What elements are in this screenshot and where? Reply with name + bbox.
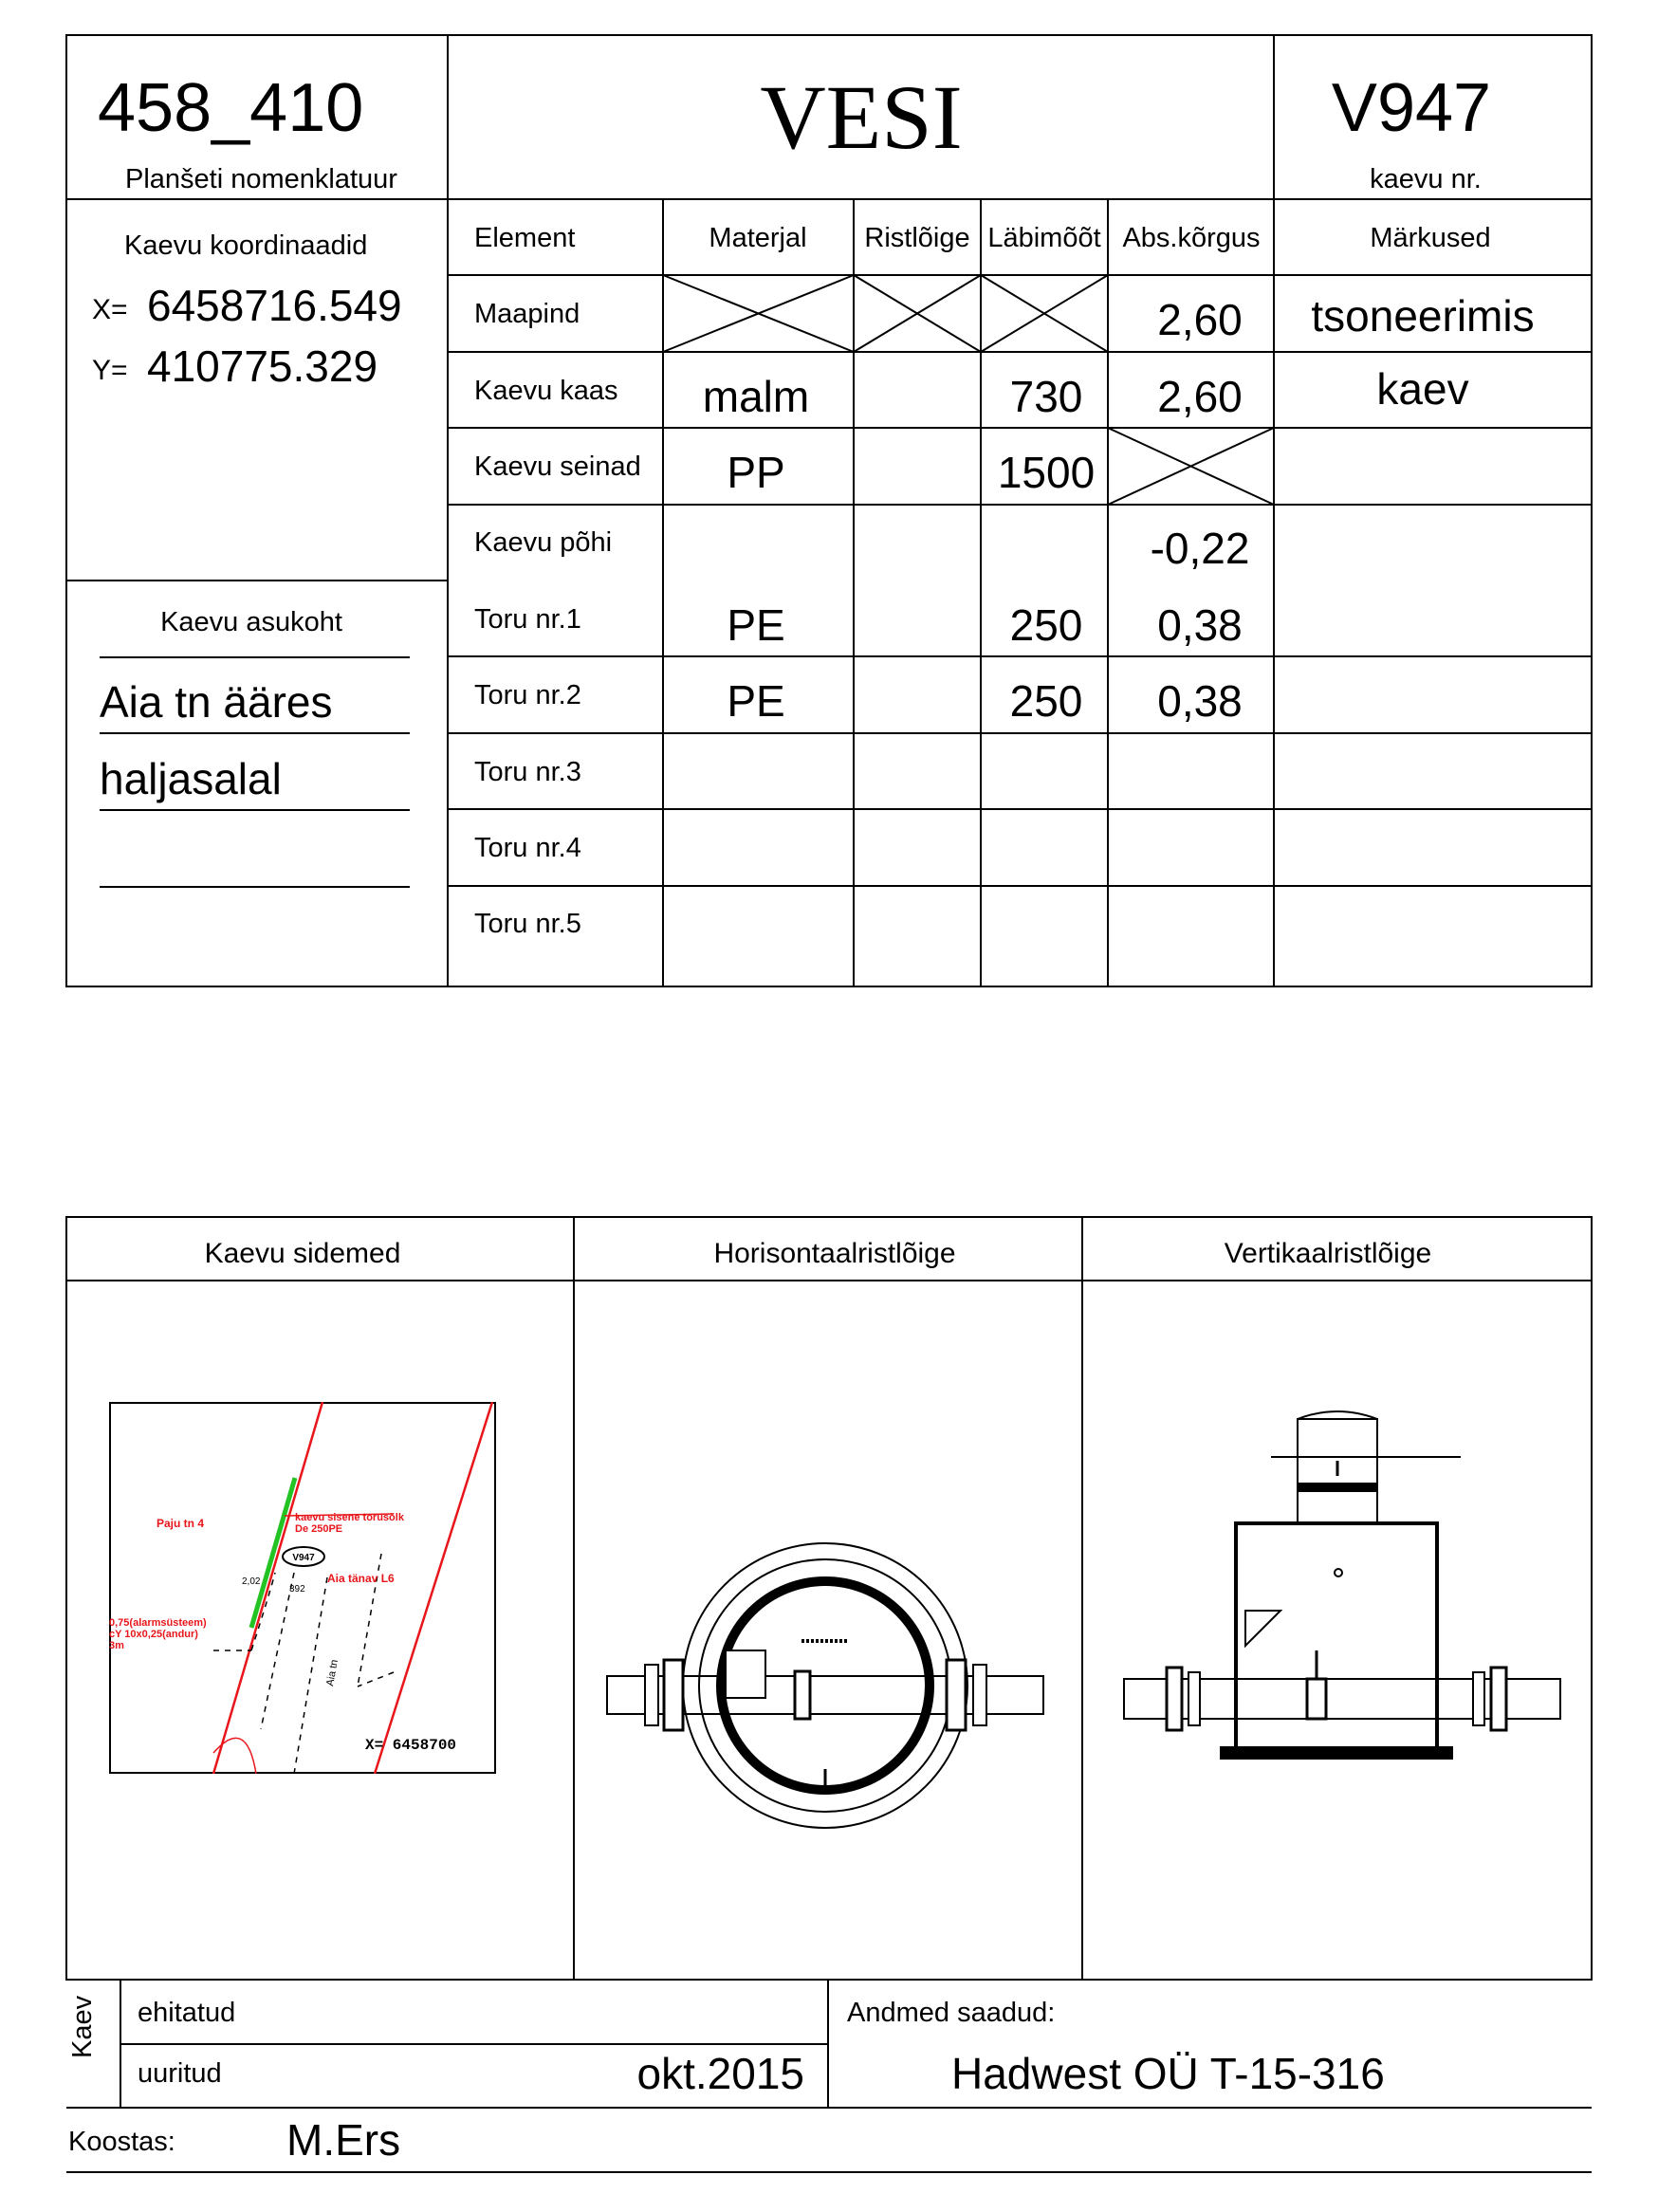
cell-material: PE (727, 676, 785, 726)
col-header-elevation: Abs.kõrgus (1122, 223, 1261, 253)
x-value: 6458716.549 (147, 281, 402, 330)
map-note-1: kaevu sisene torusõlk (295, 1512, 404, 1523)
horizontal-section-drawing (598, 1518, 1053, 1840)
sheet-label: Planšeti nomenklatuur (125, 164, 397, 194)
cell-material: PP (727, 448, 785, 497)
location-title: Kaevu asukoht (160, 607, 342, 637)
survey-date: okt.2015 (636, 2049, 804, 2098)
x-label: X= (92, 294, 128, 325)
compiled-by: M.Ers (286, 2115, 401, 2165)
built-label: ehitatud (138, 1998, 236, 2028)
cell-notes: tsoneerimis (1311, 291, 1535, 341)
cell-elevation: 2,60 (1157, 372, 1243, 421)
side-label: Kaev (67, 1995, 98, 2058)
col-header-diameter: Läbimõõt (987, 223, 1101, 253)
map-note-1b: De 250PE (295, 1523, 343, 1535)
map-well-tag: V947 (292, 1553, 315, 1563)
y-value: 410775.329 (147, 341, 378, 391)
vertical-section-drawing (1115, 1404, 1570, 1793)
compiled-label: Koostas: (68, 2127, 175, 2157)
cell-elevation: 0,38 (1157, 676, 1243, 726)
connections-title: Kaevu sidemed (204, 1238, 401, 1269)
cell-material: malm (702, 372, 810, 421)
data-source: Hadwest OÜ T-15-316 (951, 2049, 1385, 2098)
col-header-material: Materjal (709, 223, 807, 253)
well-label: kaevu nr. (1370, 164, 1482, 194)
cell-diameter: 1500 (997, 448, 1096, 497)
coordinates-title: Kaevu koordinaadid (124, 230, 368, 261)
data-from-label: Andmed saadud: (847, 1998, 1056, 2028)
vertical-section-title: Vertikaalristlõige (1224, 1238, 1432, 1269)
cell-element: Toru nr.1 (474, 604, 581, 635)
map-street-1: Paju tn 4 (157, 1517, 205, 1530)
horizontal-section-title: Horisontaalristlõige (713, 1238, 956, 1269)
col-header-section: Ristlõige (864, 223, 970, 253)
cell-element: Kaevu seinad (474, 452, 641, 482)
map-num-1: 2,02 (242, 1576, 261, 1587)
cell-diameter: 250 (1009, 676, 1083, 726)
cell-material: PE (727, 600, 785, 650)
cell-element: Toru nr.3 (474, 757, 581, 787)
cell-elevation: 0,38 (1157, 600, 1243, 650)
surveyed-label: uuritud (138, 2058, 222, 2089)
page-title: VESI (760, 66, 963, 168)
map-note-2b: cY 10x0,25(andur) (109, 1629, 198, 1640)
cell-element: Maapind (474, 299, 580, 329)
cell-element: Toru nr.2 (474, 680, 581, 710)
y-label: Y= (92, 355, 128, 386)
cell-element: Toru nr.5 (474, 909, 581, 939)
cell-diameter: 730 (1009, 372, 1083, 421)
map-road-label: Aia tn (324, 1658, 341, 1687)
col-header-element: Element (474, 223, 576, 253)
map-note-2a: 0,75(alarmsüsteem) (109, 1617, 207, 1629)
cell-element: Kaevu põhi (474, 527, 613, 558)
cell-elevation: 2,60 (1157, 295, 1243, 344)
col-header-notes: Märkused (1370, 223, 1491, 253)
map-street-2: Aia tänav L6 (327, 1572, 395, 1585)
site-map (109, 1402, 496, 1774)
sheet-number: 458_410 (98, 70, 364, 146)
location-line-2: haljasalal (100, 754, 282, 803)
cell-element: Kaevu kaas (474, 376, 618, 406)
map-num-2: 392 (289, 1584, 305, 1594)
cell-element: Toru nr.4 (474, 833, 581, 863)
well-number: V947 (1331, 70, 1492, 146)
cell-elevation: -0,22 (1150, 524, 1250, 573)
map-coordinate: X= 6458700 (365, 1737, 457, 1754)
cell-notes: kaev (1376, 364, 1469, 414)
well-body (1236, 1523, 1437, 1751)
location-line-1: Aia tn ääres (100, 677, 333, 727)
cell-diameter: 250 (1009, 600, 1083, 650)
map-note-2c: 3m (109, 1640, 124, 1651)
